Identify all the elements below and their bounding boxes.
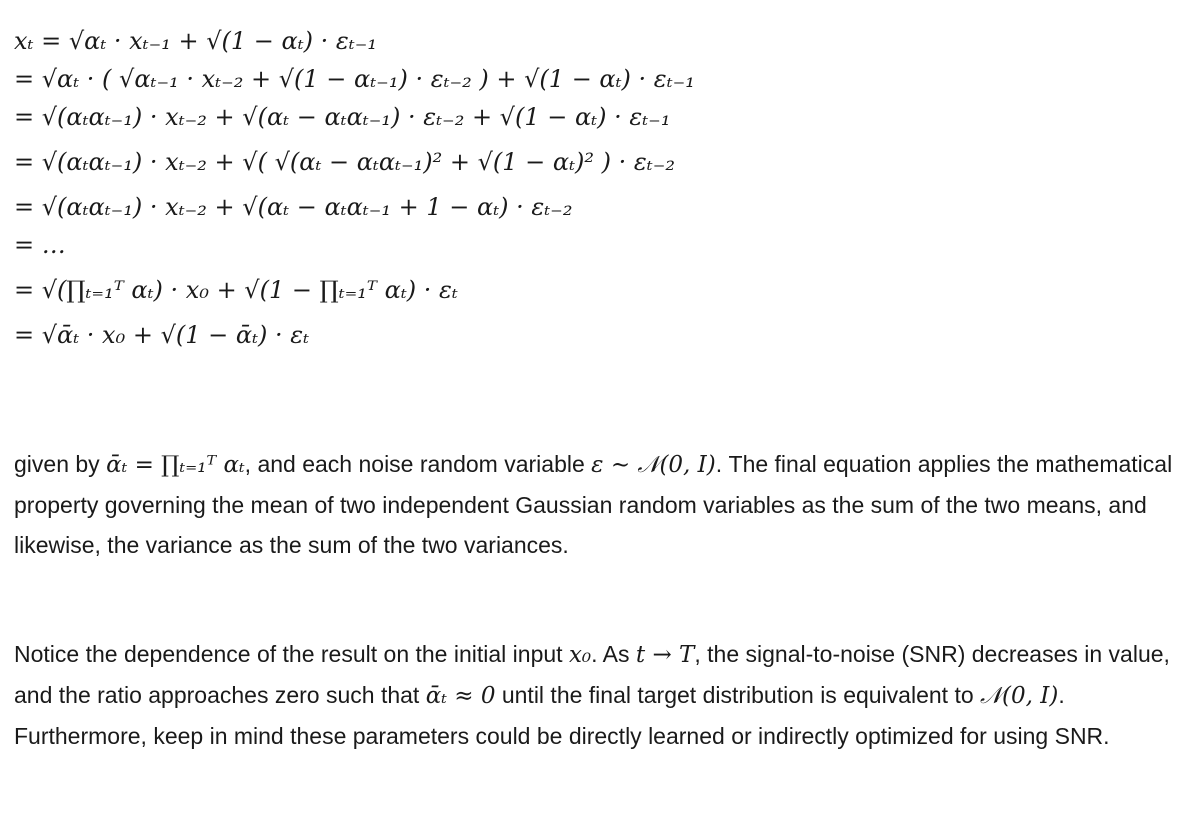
inline-math: ε ∼ 𝒩(0, 𝐼) [591,452,716,478]
inline-math: 𝒩(0, 𝐼) [980,683,1059,709]
paragraph-alpha-bar-definition [14,444,1184,565]
paragraph-snr-notice [14,634,1184,756]
inline-math: x₀ [568,642,592,668]
text-run: until the final target distribution is equivalent to [495,682,981,708]
equation-line: = √ᾱₜ · x₀ + √(1 − ᾱₜ) · εₜ [14,321,310,349]
equation-line: = √αₜ · ( √αₜ₋₁ · xₜ₋₂ + √(1 − αₜ₋₁) · εₜ₋₂ ) + √(1 − αₜ) · εₜ₋₁ [14,65,695,93]
text-run: , the signal-to-noise (SNR) decreases in value, and the ratio approaches zero such that [14,641,1170,708]
equation-line: = √(αₜαₜ₋₁) · xₜ₋₂ + √(αₜ − αₜαₜ₋₁ + 1 − αₜ) · εₜ₋₂ [14,193,573,221]
text-run: Notice the dependence of the result on the initial input [14,641,569,667]
text-run: . Furthermore, keep in mind these parameters could be directly learned or indirectly optimized for using SNR. [14,682,1110,749]
derivation-block [14,22,1184,354]
text-run: . The final equation applies the mathematical property governing the mean of two independent Gaussian random variables as the sum of the two means, and likewise, the variance as the sum of the two variances. [14,451,1173,558]
equation-line: = √(αₜαₜ₋₁) · xₜ₋₂ + √(αₜ − αₜαₜ₋₁) · εₜ₋₂ + √(1 − αₜ) · εₜ₋₁ [14,103,671,131]
text-run: given by [14,451,107,477]
equation-line: xₜ = √αₜ · xₜ₋₁ + √(1 − αₜ) · εₜ₋₁ [14,27,377,55]
equation-line: = √(∏ₜ₌₁ᵀ αₜ) · x₀ + √(1 − ∏ₜ₌₁ᵀ αₜ) · εₜ [14,276,458,304]
text-run: . As [591,641,636,667]
equation-line: = … [14,231,66,259]
inline-math: t → T [635,642,695,668]
inline-math: ᾱₜ = ∏ₜ₌₁ᵀ αₜ [106,452,245,478]
text-run: , and each noise random variable [244,451,592,477]
equation-line: = √(αₜαₜ₋₁) · xₜ₋₂ + √( √(αₜ − αₜαₜ₋₁)² + √(1 − αₜ)² ) · εₜ₋₂ [14,148,675,176]
inline-math: ᾱₜ ≈ 0 [425,683,496,709]
